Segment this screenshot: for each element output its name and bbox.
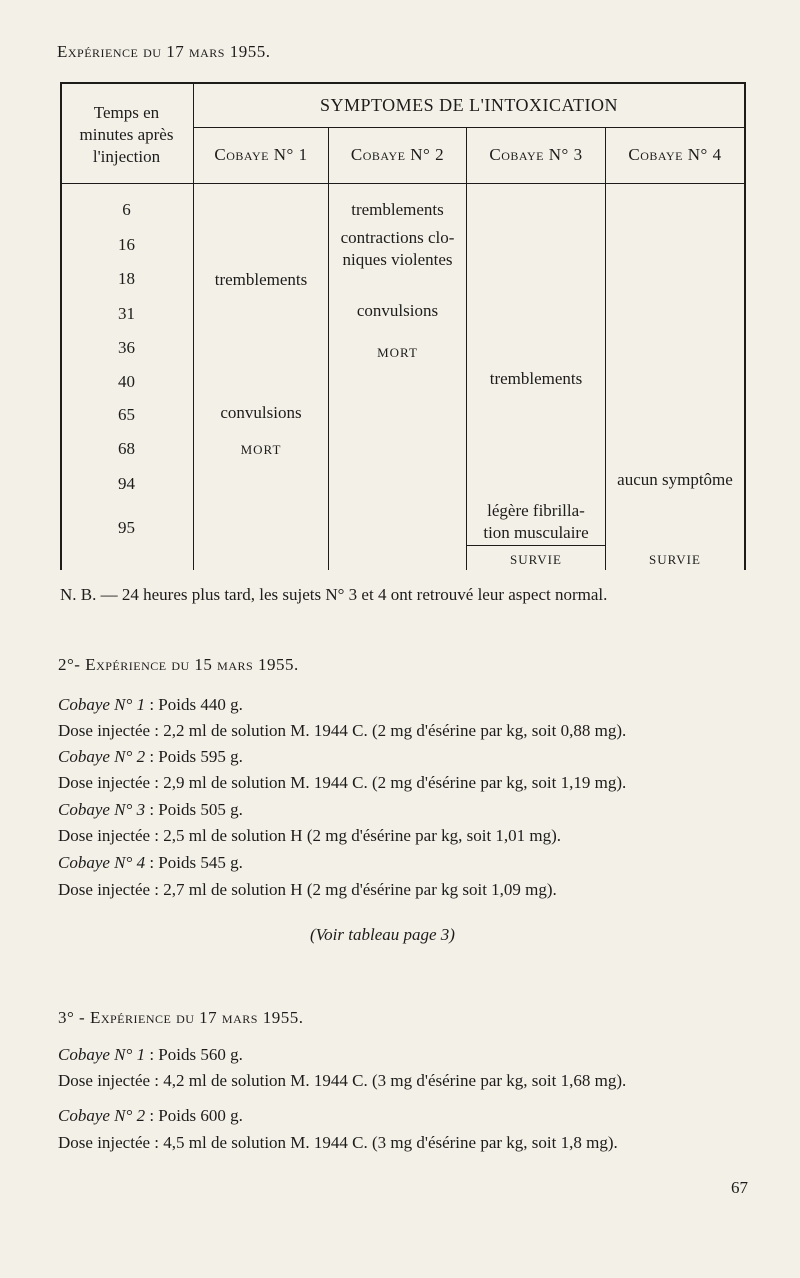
table-top-rule [60,82,746,84]
exp3-line [58,1071,626,1091]
cobaye-3-survie: SURVIE [510,552,562,567]
time-cell: 6 [122,200,131,219]
table-right-rule [744,82,746,570]
experiment-3-title: 3° - Expérience du 17 mars 1955. [58,1008,304,1027]
experiment-2-title: 2°- Expérience du 15 mars 1955. [58,655,299,674]
cobaye-label: Cobaye N° 2 [58,1106,146,1125]
page-number: 67 [731,1178,748,1197]
cobaye-label: Cobaye N° 4 [58,853,146,872]
col-header-cobaye-2: Cobaye N° 2 [350,145,445,164]
cobaye-label: Cobaye N° 2 [58,747,146,766]
exp2-line [58,695,243,715]
cobaye-1-tremblements: tremblements [214,270,308,289]
cobaye-3-fibrillation-line: légère fibrilla- [487,501,585,520]
cobaye-1-mort: MORT [240,442,282,457]
time-header [60,102,193,168]
exp3-line [58,1106,243,1126]
exp2-line [58,880,557,900]
time-header-line: Temps en [93,103,160,122]
line-text: : Poids 595 g. [145,747,243,766]
cobaye-label: Cobaye N° 1 [58,1045,146,1064]
cobaye-3-fibrillation-line: tion musculaire [483,523,589,542]
cobaye-3-end-rule [467,545,605,546]
cobaye-2-tremblements: tremblements [351,200,444,219]
experiment-title: Expérience du 17 mars 1955. [57,42,271,61]
cobaye-3-fibrillation [467,500,605,544]
col-header-cobaye-3: Cobaye N° 3 [489,145,583,164]
line-text: : Poids 560 g. [145,1045,243,1064]
time-cell: 40 [118,372,135,391]
line-text: : Poids 440 g. [145,695,243,714]
line-text: : Poids 600 g. [145,1106,243,1125]
col-header-cobaye-1: Cobaye N° 1 [214,145,308,164]
exp2-line [58,826,561,846]
line-text: : Poids 545 g. [145,853,243,872]
time-cell: 95 [118,518,135,537]
exp2-line [58,853,243,873]
col-header-cobaye-4: Cobaye N° 4 [628,145,722,164]
time-cell: 31 [118,304,135,323]
time-header-line: l'injection [92,147,161,166]
cobaye-label: Cobaye N° 1 [58,695,146,714]
time-cell: 18 [118,269,135,288]
line-text: Dose injectée : 2,5 ml de solution H (2 mg d'ésérine par kg, soit 1,01 mg). [58,826,562,845]
line-text: : Poids 505 g. [145,800,243,819]
line-text: Dose injectée : 2,7 ml de solution H (2 mg d'ésérine par kg soit 1,09 mg). [58,880,557,899]
time-header-line: minutes après [79,125,174,144]
see-table-note: (Voir tableau page 3) [310,925,455,944]
cobaye-2-contractions-line: contractions clo- [340,228,455,247]
table-note: N. B. — 24 heures plus tard, les sujets N° 3 et 4 ont retrouvé leur aspect normal. [60,585,608,604]
symptoms-header-rule [194,127,744,128]
cobaye-4-survie: SURVIE [649,552,701,567]
exp2-line [58,721,626,741]
exp2-line [58,747,243,767]
col3-rule [605,128,606,570]
cobaye-3-tremblements: tremblements [489,369,583,388]
time-cell: 94 [118,474,135,493]
symptoms-header: SYMPTOMES DE L'INTOXICATION [319,95,619,115]
cobaye-2-contractions-line: niques violentes [342,250,453,269]
exp2-line [58,800,243,820]
time-cell: 36 [118,338,135,357]
line-text: Dose injectée : 4,2 ml de solution M. 1944 C. (3 mg d'ésérine par kg, soit 1,68 mg). [58,1071,627,1090]
time-cell: 65 [118,405,135,424]
exp3-line [58,1045,243,1065]
time-cell: 16 [118,235,135,254]
symptoms-table [60,82,746,570]
exp3-line [58,1133,618,1153]
line-text: Dose injectée : 2,9 ml de solution M. 1944 C. (2 mg d'ésérine par kg, soit 1,19 mg). [58,773,627,792]
cobaye-2-convulsions: convulsions [356,301,439,320]
time-cell: 68 [118,439,135,458]
cobaye-label: Cobaye N° 3 [58,800,146,819]
cobaye-4-aucun-symptome: aucun symptôme [617,470,733,489]
cobaye-2-contractions [329,227,466,271]
line-text: Dose injectée : 2,2 ml de solution M. 1944 C. (2 mg d'ésérine par kg, soit 0,88 mg). [58,721,627,740]
header-bottom-rule [60,183,746,184]
cobaye-1-convulsions: convulsions [220,403,302,422]
cobaye-2-mort: MORT [377,345,418,360]
line-text: Dose injectée : 4,5 ml de solution M. 1944 C. (3 mg d'ésérine par kg, soit 1,8 mg). [58,1133,618,1152]
exp2-line [58,773,626,793]
